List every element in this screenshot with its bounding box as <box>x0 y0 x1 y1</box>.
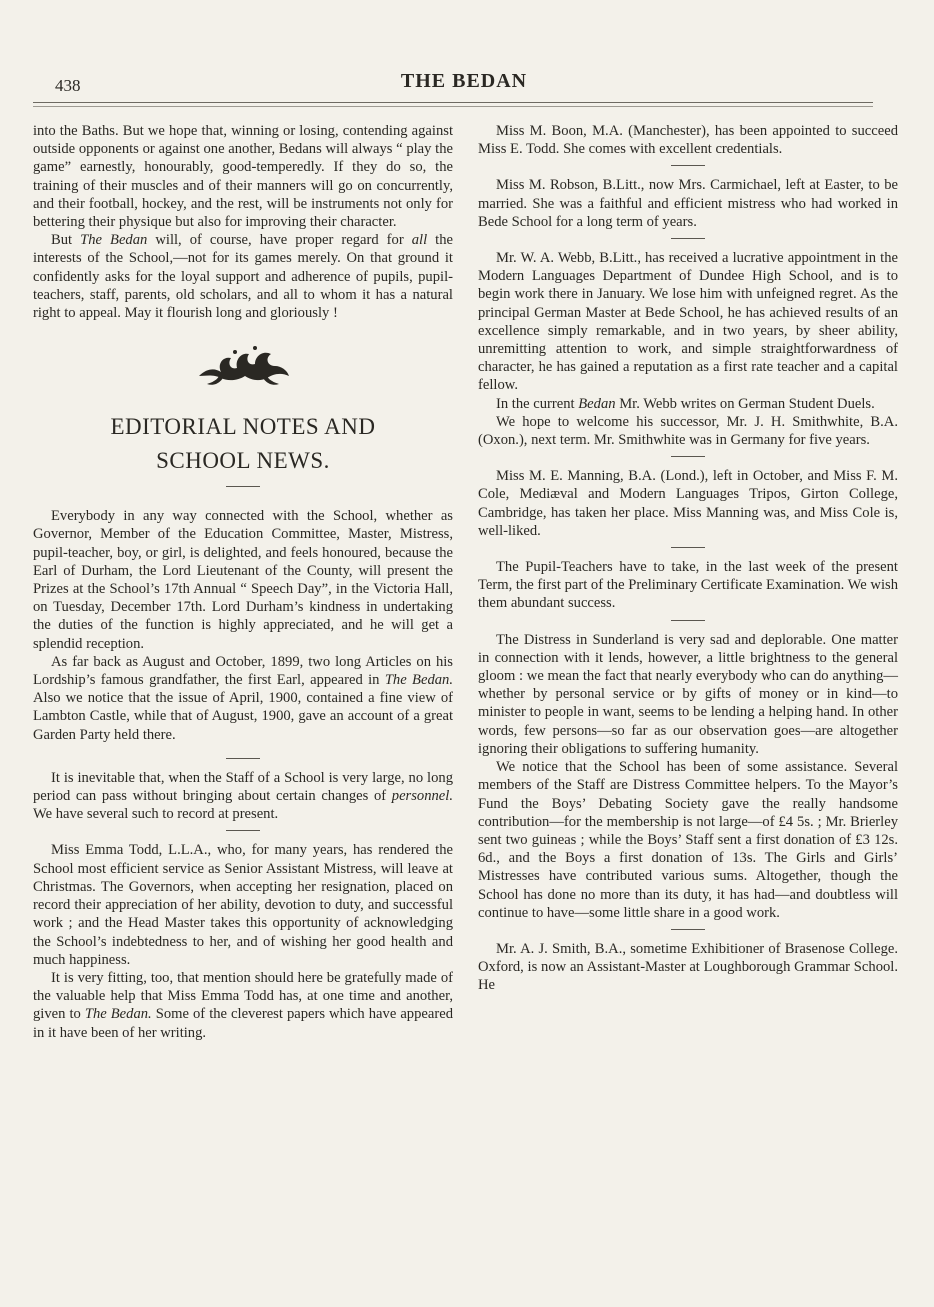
paragraph: The Pupil-Teachers have to take, in the last week of the present Term, the first part of the Preliminary Certificate Examination. We wish them abundant success. <box>478 559 898 612</box>
paragraph: It is inevitable that, when the Staff of a School is very large, no long period can pass without bringing about certain changes of personnel. We have several such to record at present. <box>33 769 453 823</box>
paragraph: Mr. A. J. Smith, B.A., sometime Exhibitioner of Brasenose College. Oxford, is now an Assistant-Master at Loughborough Grammar School. He <box>478 940 898 994</box>
header-rule <box>33 102 873 103</box>
fleuron-ornament-icon <box>193 338 293 390</box>
paragraph: But The Bedan will, of course, have proper regard for all the interests of the School,—not for its games merely. On that ground it confidently asks for the loyal support and adherence of pupils, pupil-teachers, staff, parents, old scholars, and all to whom it has a natural right to appeal. May it flourish long and gloriously ! <box>33 232 453 322</box>
running-title: THE BEDAN <box>400 70 528 92</box>
paragraph: Everybody in any way connected with the School, whether as Governor, Member of the Education Committee, Master, Mistress, pupil-teacher, boy, or girl, is delighted, and feels honoured, because the Earl of Durham, the Lord Lieutenant of the County, will present the Prizes at the School’s 17th Annual “ Speech Day”, in the Victoria Hall, on Tuesday, December 17th. Lord Durham’s kindness in undertaking the duties of the function is highly appreciated, and he will get a splendid reception. <box>33 508 453 652</box>
paragraph: We hope to welcome his successor, Mr. J. H. Smithwhite, B.A. (Oxon.), next term. Mr. Smithwhite was in Germany for five years. <box>478 413 898 449</box>
heading-rule <box>226 486 260 487</box>
paragraph: into the Baths. But we hope that, winning or losing, contending against outside opponents or against one another, Bedans will always “ play the game” earnestly, honourably, good-temperedly. If they do so, the training of their muscles and of their manners will go on concurrently, and their football, hockey, and the rest, will be instruments not only for bettering their physique but also for improving their character. <box>33 123 453 231</box>
header-rule-thin <box>33 106 873 107</box>
separator-rule <box>671 238 705 239</box>
paragraph: Mr. W. A. Webb, B.Litt., has received a lucrative appointment in the Modern Languages Department of Dundee High School, and is to begin work there in January. We lose him with unfeigned regret. As the principal German Master at Bede School, he has achieved results of an excellence simply remarkable, and in two years, by sheer ability, unremitting attention to work, and simple straightforwardness of character, he has gained a reputation as a first rate teacher and a capital fellow. <box>478 250 898 394</box>
page-header <box>55 70 873 98</box>
separator-rule <box>226 758 260 759</box>
left-column <box>33 122 453 1042</box>
section-heading: EDITORIAL NOTES AND SCHOOL NEWS. <box>110 414 376 474</box>
paragraph: Miss Emma Todd, L.L.A., who, for many years, has rendered the School most efficient service as Senior Assistant Mistress, will leave at Christmas. The Governors, when accepting her resignation, placed on record their appreciation of her ability, devotion to duty, and successful work ; and the Head Master takes this opportunity of acknowledging the School’s indebtedness to her, and of wishing her good health and much happiness. <box>33 842 453 968</box>
paragraph: Miss M. Boon, M.A. (Manchester), has been appointed to succeed Miss E. Todd. She comes with excellent credentials. <box>478 123 898 158</box>
separator-rule <box>671 547 705 548</box>
paragraph: We notice that the School has been of some assistance. Several members of the Staff are Distress Committee helpers. To the Mayor’s Fund the Boys’ Debating Society gave the really handsome contribution—for the membership is not large—of £4 5s. ; Mr. Brierley sent two guineas ; while the Boys’ Staff sent a first donation of £3 12s. 6d., and the Boys a first donation of 13s. The Girls and Girls’ Mistresses have contributed various sums. Altogether, though the School has done no more than its duty, it has had—and doubtless will continue to have—some little share in a good work. <box>478 759 898 921</box>
paragraph: Miss M. Robson, B.Litt., now Mrs. Carmichael, left at Easter, to be married. She was a faithful and efficient mistress who had worked in Bede School for a long term of years. <box>478 177 898 230</box>
separator-rule <box>671 165 705 166</box>
separator-rule <box>671 929 705 930</box>
paragraph: Miss M. E. Manning, B.A. (Lond.), left in October, and Miss F. M. Cole, Mediæval and Modern Languages Tripos, Girton College, Cambridge, has taken her place. Miss Manning was, and Miss Cole is, well-liked. <box>478 468 898 539</box>
paragraph: It is very fitting, too, that mention should here be gratefully made of the valuable help that Miss Emma Todd has, at one time and another, given to The Bedan. Some of the cleverest papers which have appeared in it have been of her writing. <box>33 969 453 1041</box>
separator-rule <box>226 830 260 831</box>
separator-rule <box>671 620 705 621</box>
paragraph: In the current Bedan Mr. Webb writes on German Student Duels. <box>496 395 875 412</box>
separator-rule <box>671 456 705 457</box>
paragraph: The Distress in Sunderland is very sad and deplorable. One matter in connection with it lends, however, a little brightness to the general gloom : we mean the fact that nearly everybody who can do anything—whether by personal service or by gifts of money or in kind—to minister to people in want, seems to be lending a helping hand. In other words, few persons—so far as our observation goes—are altogether ignoring their obligations to suffering humanity. <box>478 631 898 757</box>
right-column <box>478 122 898 995</box>
paragraph: As far back as August and October, 1899, two long Articles on his Lordship’s famous grandfather, the first Earl, appeared in The Bedan. Also we notice that the issue of April, 1900, contained a fine view of Lambton Castle, while that of August, 1900, gave an account of a great Garden Party held there. <box>33 653 453 743</box>
page-number: 438 <box>55 76 81 95</box>
